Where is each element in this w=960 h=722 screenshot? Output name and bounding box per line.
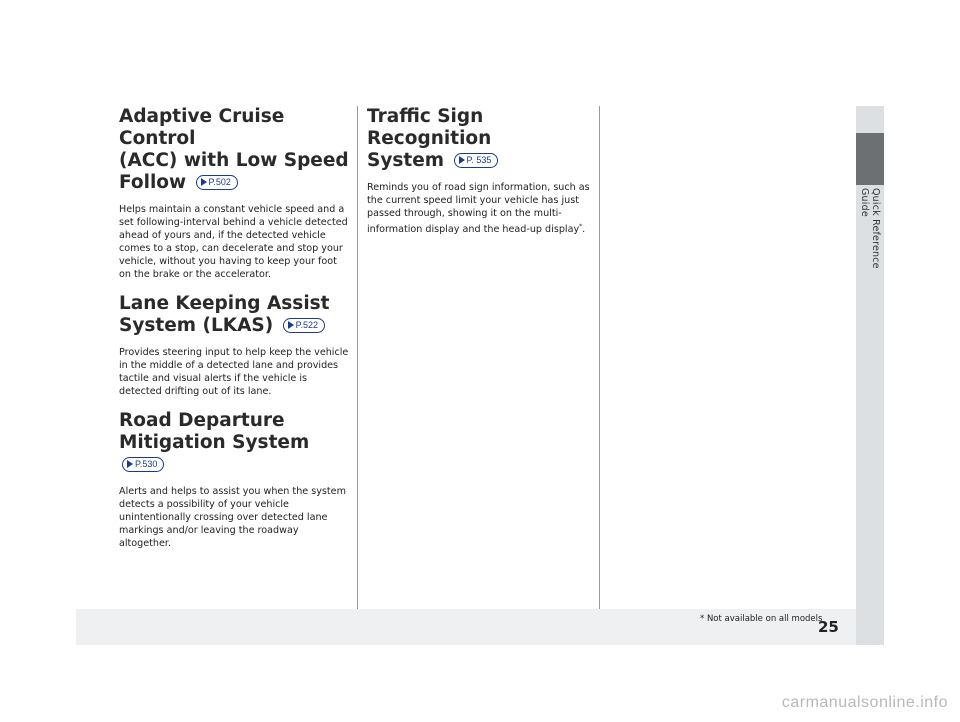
section-tsr [367,106,593,236]
middle-column [367,106,593,248]
side-tab-marker[interactable] [856,133,884,185]
title-line: Mitigation System [119,432,310,453]
section-acc [119,106,351,281]
column-divider-2 [599,106,600,609]
watermark: carmanualsonline.info [781,694,948,711]
page-number: 25 [818,618,839,636]
page-ref-link[interactable] [283,318,325,333]
title-line: (ACC) with Low Speed [119,150,349,171]
section-body [367,181,593,236]
section-body: Provides steering input to help keep the vehicle in the middle of a detected lane and provides tactile and visual alerts if the vehicle is detected drifting out of its lane. [119,347,349,397]
section-rdm [119,410,351,550]
column-divider-1 [357,106,358,609]
page-ref-label: P.502 [208,177,231,187]
side-tab-label[interactable]: Quick Reference Guide [859,188,881,269]
section-title [367,106,593,172]
section-title [119,293,351,337]
body-end: . [582,224,586,236]
page-ref-label: P.530 [135,459,158,469]
page-ref-label: P.522 [295,320,318,330]
page-ref-link[interactable] [122,457,164,472]
section-lkas [119,293,351,398]
page-ref-link[interactable] [454,153,499,168]
arrow-right-icon [459,156,465,164]
section-body: Helps maintain a constant vehicle speed and a set following-interval behind a vehicle detected ahead of yours and, if the detected vehicle comes to a stop, can decelerate and stop your vehicle, without you having to keep your foot on the brake or the accelerator. [119,204,348,280]
title-line: System (LKAS) [119,315,274,336]
section-body: Alerts and helps to assist you when the system detects a possibility of your vehicle unintentionally crossing over detected lane markings and/or leaving the roadway altogether. [119,486,346,549]
title-line: Lane Keeping Assist [119,293,330,314]
title-line: Follow [119,172,187,193]
body-text: Reminds you of road sign information, such as the current speed limit your vehicle has just passed through, showing it on the multi-information display and the head-up display [367,182,590,236]
page-ref-label: P. 535 [466,155,492,165]
section-title [119,106,351,194]
title-line: Traffic Sign Recognition [367,106,492,149]
title-line: Adaptive Cruise Control [119,106,285,149]
footnote-marker: * [579,223,583,230]
arrow-right-icon [127,460,133,468]
title-line: Road Departure [119,410,285,431]
arrow-right-icon [201,178,207,186]
page-ref-link[interactable] [196,175,238,190]
title-line: System [367,150,445,171]
arrow-right-icon [288,321,294,329]
section-title [119,410,351,476]
left-column [119,106,351,562]
footer-note: * Not available on all models [700,614,823,624]
